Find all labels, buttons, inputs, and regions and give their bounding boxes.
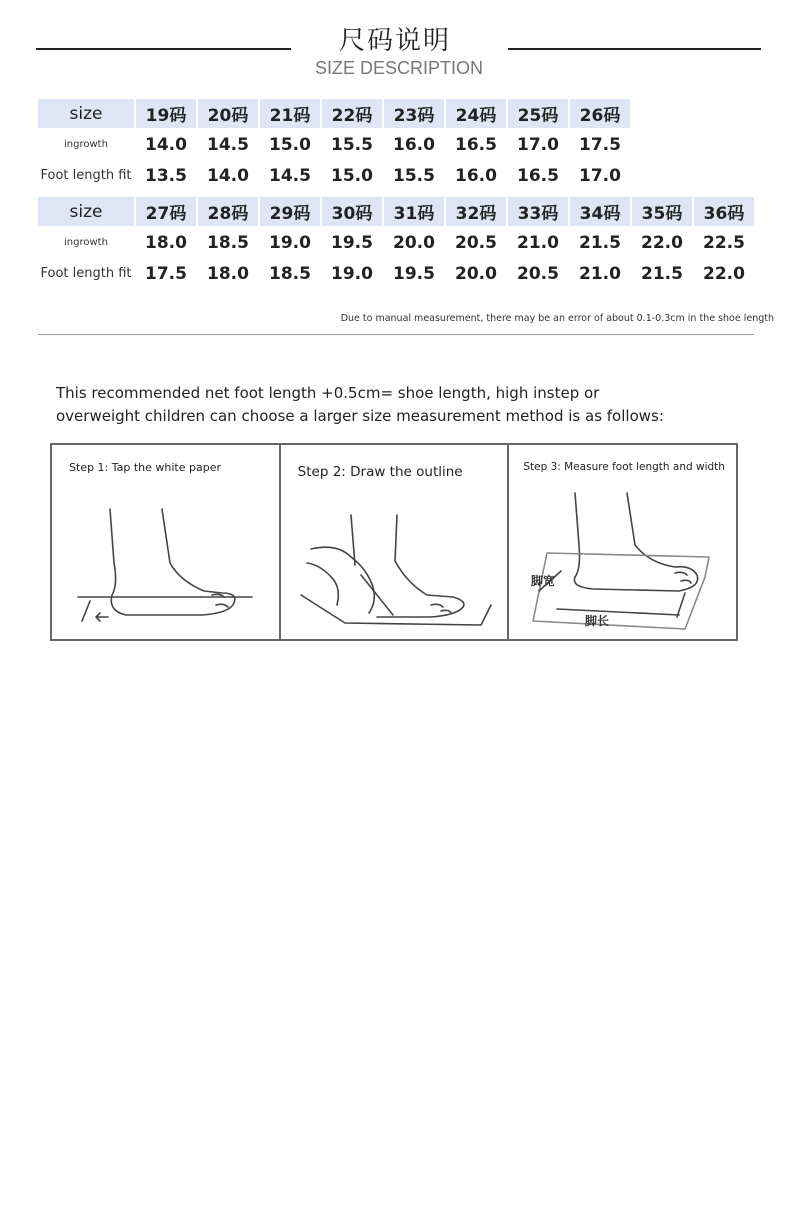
row-label: ingrowth bbox=[64, 237, 108, 248]
size-cell: 28码 bbox=[198, 197, 258, 226]
value-cell: 21.0 bbox=[517, 232, 559, 253]
page-subtitle: SIZE DESCRIPTION bbox=[314, 58, 484, 78]
foot-on-paper-icon bbox=[52, 445, 280, 639]
foot-length-label: 脚长 bbox=[585, 614, 610, 628]
table-row bbox=[38, 197, 754, 226]
row-label: Foot length fit bbox=[40, 168, 132, 183]
size-cell: 36码 bbox=[694, 197, 754, 226]
value-cell: 17.0 bbox=[579, 165, 621, 186]
table-row bbox=[38, 99, 630, 128]
size-cell: 26码 bbox=[570, 99, 630, 128]
size-cell: 19码 bbox=[136, 99, 196, 128]
value-cell: 18.0 bbox=[207, 263, 249, 284]
size-cell: 32码 bbox=[446, 197, 506, 226]
row-label: size bbox=[38, 99, 134, 128]
value-cell: 17.0 bbox=[517, 134, 559, 155]
value-cell: 21.5 bbox=[579, 232, 621, 253]
step-2-caption: Step 2: Draw the outline bbox=[297, 464, 463, 480]
step-1-caption: Step 1: Tap the white paper bbox=[69, 461, 222, 474]
value-cell: 19.5 bbox=[331, 232, 373, 253]
value-cell: 18.5 bbox=[207, 232, 249, 253]
value-cell: 21.5 bbox=[641, 263, 683, 284]
value-cell: 19.0 bbox=[269, 232, 311, 253]
table-row bbox=[38, 130, 630, 159]
page-title: 尺码说明 bbox=[338, 26, 451, 56]
value-cell: 14.5 bbox=[207, 134, 249, 155]
value-cell: 22.5 bbox=[703, 232, 745, 253]
foot-width-label: 脚宽 bbox=[531, 574, 556, 588]
value-cell: 20.0 bbox=[393, 232, 435, 253]
value-cell: 14.0 bbox=[145, 134, 187, 155]
size-cell: 21码 bbox=[260, 99, 320, 128]
step-3-panel bbox=[509, 445, 736, 639]
size-cell: 27码 bbox=[136, 197, 196, 226]
size-table-2 bbox=[36, 195, 756, 290]
value-cell: 15.5 bbox=[393, 165, 435, 186]
size-cell: 24码 bbox=[446, 99, 506, 128]
value-cell: 16.0 bbox=[393, 134, 435, 155]
measurement-steps bbox=[50, 443, 738, 641]
table-row bbox=[38, 259, 754, 288]
value-cell: 16.5 bbox=[517, 165, 559, 186]
table-row bbox=[38, 228, 754, 257]
step-2-panel bbox=[281, 445, 510, 639]
size-cell: 31码 bbox=[384, 197, 444, 226]
measurement-note: Due to manual measurement, there may be an error of about 0.1-0.3cm in the shoe length bbox=[340, 313, 774, 324]
size-cell: 25码 bbox=[508, 99, 568, 128]
value-cell: 15.0 bbox=[269, 134, 311, 155]
size-cell: 23码 bbox=[384, 99, 444, 128]
value-cell: 21.0 bbox=[579, 263, 621, 284]
foot-measurement-icon bbox=[509, 445, 737, 639]
value-cell: 13.5 bbox=[145, 165, 187, 186]
hand-tracing-foot-icon bbox=[281, 445, 509, 639]
size-cell: 20码 bbox=[198, 99, 258, 128]
row-label: ingrowth bbox=[64, 139, 108, 150]
value-cell: 20.0 bbox=[455, 263, 497, 284]
size-table-1 bbox=[36, 97, 632, 192]
note-divider bbox=[38, 334, 754, 335]
row-label: size bbox=[38, 197, 134, 226]
size-cell: 22码 bbox=[322, 99, 382, 128]
value-cell: 15.0 bbox=[331, 165, 373, 186]
instructions-line-1: This recommended net foot length +0.5cm= shoe length, high instep or bbox=[56, 384, 600, 402]
value-cell: 17.5 bbox=[579, 134, 621, 155]
value-cell: 20.5 bbox=[455, 232, 497, 253]
value-cell: 19.5 bbox=[393, 263, 435, 284]
table-row bbox=[38, 161, 630, 190]
value-cell: 18.5 bbox=[269, 263, 311, 284]
value-cell: 22.0 bbox=[703, 263, 745, 284]
value-cell: 18.0 bbox=[145, 232, 187, 253]
value-cell: 16.0 bbox=[455, 165, 497, 186]
value-cell: 22.0 bbox=[641, 232, 683, 253]
value-cell: 15.5 bbox=[331, 134, 373, 155]
step-1-panel bbox=[52, 445, 281, 639]
size-cell: 33码 bbox=[508, 197, 568, 226]
step-3-caption: Step 3: Measure foot length and width bbox=[523, 461, 725, 473]
value-cell: 14.0 bbox=[207, 165, 249, 186]
size-cell: 35码 bbox=[632, 197, 692, 226]
value-cell: 20.5 bbox=[517, 263, 559, 284]
instructions-paragraph bbox=[56, 382, 756, 428]
value-cell: 17.5 bbox=[145, 263, 187, 284]
value-cell: 19.0 bbox=[331, 263, 373, 284]
value-cell: 14.5 bbox=[269, 165, 311, 186]
size-cell: 29码 bbox=[260, 197, 320, 226]
value-cell: 16.5 bbox=[455, 134, 497, 155]
row-label: Foot length fit bbox=[40, 266, 132, 281]
size-cell: 30码 bbox=[322, 197, 382, 226]
instructions-line-2: overweight children can choose a larger size measurement method is as follows: bbox=[56, 407, 664, 425]
size-cell: 34码 bbox=[570, 197, 630, 226]
